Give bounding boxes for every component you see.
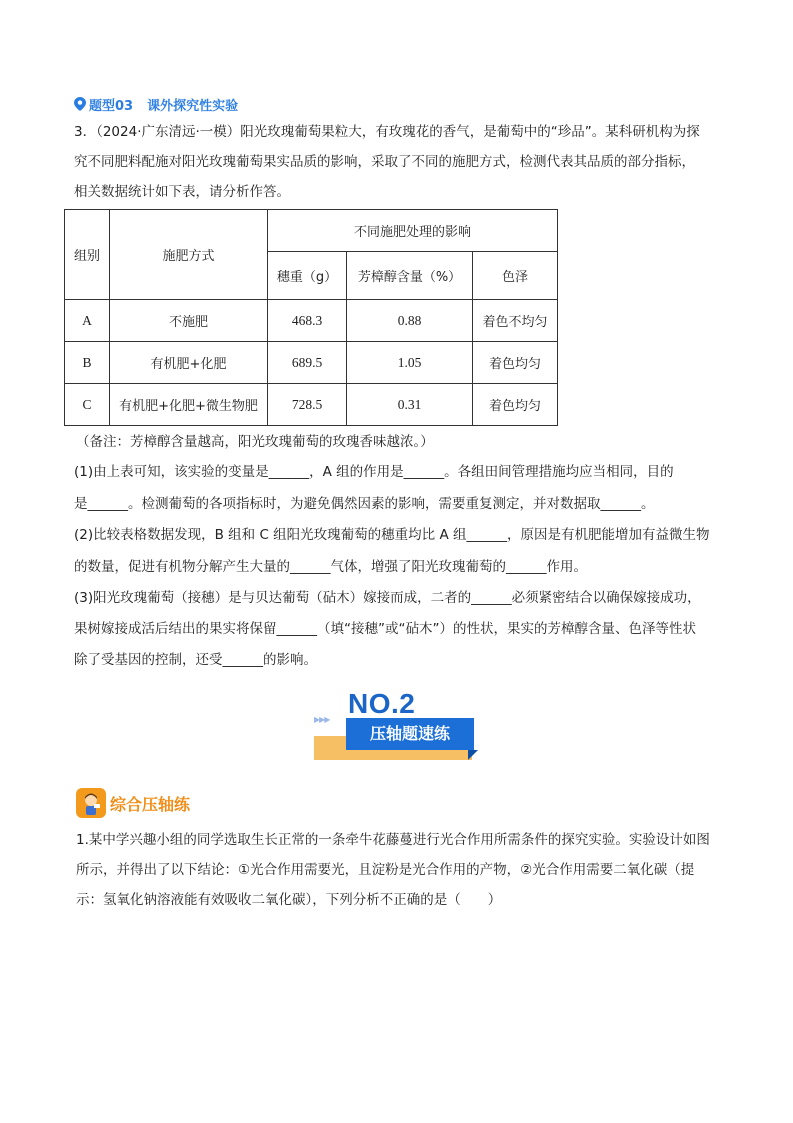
cell-weight: 689.5 <box>268 342 347 384</box>
subquestion-line-2: 是______。检测葡萄的各项指标时，为避免偶然因素的影响，需要重复测定，并对数据取______。 <box>74 496 655 512</box>
header-linalool: 芳樟醇含量（%） <box>347 252 473 300</box>
question1-line-2: 所示，并得出了以下结论：①光合作用需要光，且淀粉是光合作用的产物，②光合作用需要二氧化碳（提 <box>76 862 695 878</box>
subquestion-line-6: 果树嫁接成活后结出的果实将保留______（填“接穗”或“砧木”）的性状，果实的芳樟醇含量、色泽等性状 <box>74 621 696 637</box>
table-row <box>65 300 558 342</box>
header-method: 施肥方式 <box>110 210 268 300</box>
question1-line-1: 1.某中学兴趣小组的同学选取生长正常的一条牵牛花藤蔓进行光合作用所需条件的探究实验。实验设计如图 <box>76 832 710 848</box>
cell-method: 有机肥+化肥 <box>110 342 268 384</box>
subquestion-line-3: (2)比较表格数据发现，B 组和 C 组阳光玫瑰葡萄的穗重均比 A 组______，原因是有机肥能增加有益微生物 <box>74 527 710 543</box>
header-effects: 不同施肥处理的影响 <box>268 210 558 252</box>
question3-line-3: 相关数据统计如下表，请分析作答。 <box>74 184 290 200</box>
cell-linalool: 0.31 <box>347 384 473 426</box>
table-row <box>65 342 558 384</box>
fertilizer-table <box>64 209 558 426</box>
cell-method: 有机肥+化肥+微生物肥 <box>110 384 268 426</box>
question3-line-1: 3．（2024·广东清远·一模）阳光玫瑰葡萄果粒大，有玫瑰花的香气，是葡萄中的“珍品”。某科研机构为探 <box>74 124 700 140</box>
banner-fold-icon <box>468 750 478 760</box>
banner-label: 压轴题速练 <box>369 724 450 743</box>
question3-line-2: 究不同肥料配施对阳光玫瑰葡萄果实品质的影响，采取了不同的施肥方式，检测代表其品质的部分指标， <box>74 154 695 170</box>
subquestion-line-1: (1)由上表可知，该实验的变量是______，A 组的作用是______。各组田间管理措施均应当相同，目的 <box>74 464 674 480</box>
header-weight: 穗重（g） <box>268 252 347 300</box>
subquestion-line-4: 的数量，促进有机物分解产生大量的______气体，增强了阳光玫瑰葡萄的______作用。 <box>74 559 587 575</box>
subquestion-line-5: (3)阳光玫瑰葡萄（接穗）是与贝达葡萄（砧木）嫁接而成，二者的______必须紧密结合以确保嫁接成功， <box>74 590 701 606</box>
cell-group: A <box>65 300 110 342</box>
cell-linalool: 1.05 <box>347 342 473 384</box>
question1-line-3: 示：氢氧化钠溶液能有效吸收二氧化碳），下列分析不正确的是（ ） <box>76 892 502 908</box>
section-title: 课外探究性实验 <box>147 98 239 114</box>
section-tag: 题型03 <box>89 98 134 114</box>
cell-weight: 468.3 <box>268 300 347 342</box>
cell-group: C <box>65 384 110 426</box>
teacher-avatar-icon <box>76 788 106 818</box>
section-heading <box>74 94 238 114</box>
cell-color: 着色均匀 <box>473 342 558 384</box>
table-row <box>65 384 558 426</box>
section2-title: 综合压轴练 <box>110 795 191 814</box>
table-note: （备注：芳樟醇含量越高，阳光玫瑰葡萄的玫瑰香味越浓。） <box>76 434 434 450</box>
cell-color: 着色不均匀 <box>473 300 558 342</box>
location-pin-icon <box>74 97 86 111</box>
banner-number: NO.2 <box>348 688 416 719</box>
cell-color: 着色均匀 <box>473 384 558 426</box>
banner-arrows-icon: ▶▶▶ <box>314 715 330 724</box>
cell-group: B <box>65 342 110 384</box>
header-group: 组别 <box>65 210 110 300</box>
subquestion-line-7: 除了受基因的控制，还受______的影响。 <box>74 652 317 668</box>
cell-linalool: 0.88 <box>347 300 473 342</box>
cell-weight: 728.5 <box>268 384 347 426</box>
cell-method: 不施肥 <box>110 300 268 342</box>
header-color: 色泽 <box>473 252 558 300</box>
